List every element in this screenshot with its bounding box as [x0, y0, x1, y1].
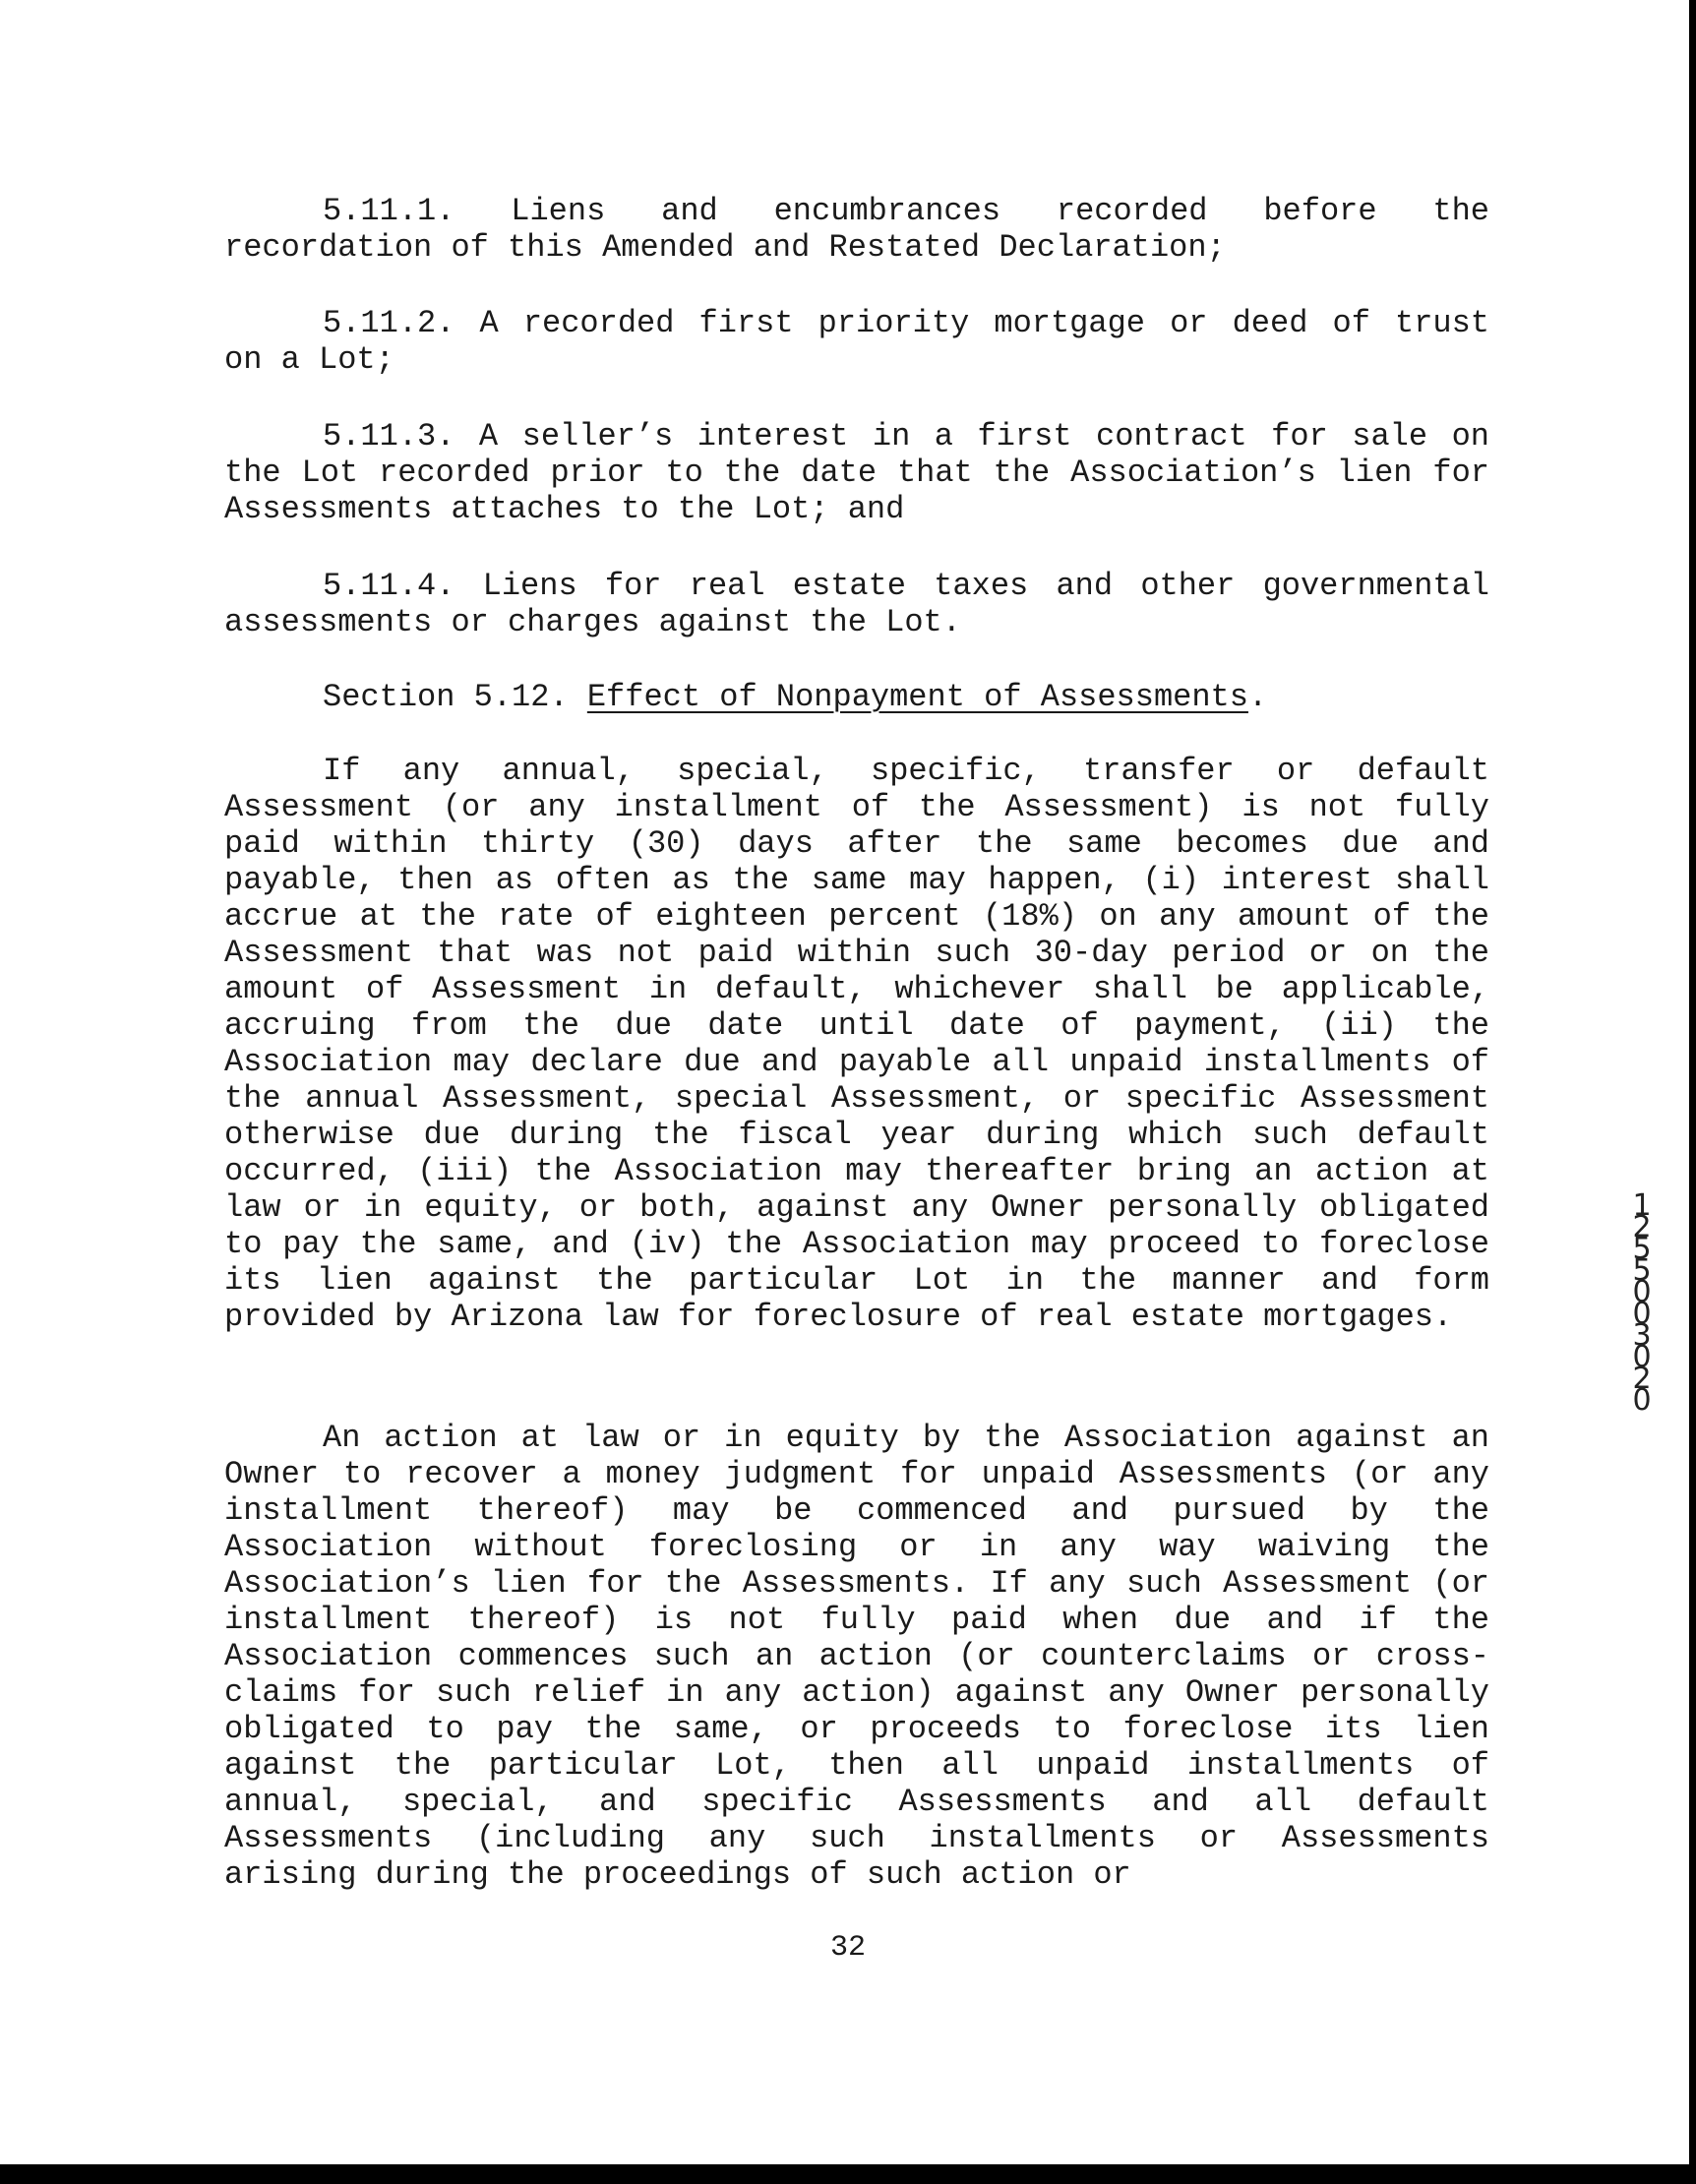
scan-edge-right: [1689, 0, 1696, 2184]
paragraph-5-11-2: [224, 305, 1489, 378]
body-paragraph-action-at-law: [224, 1420, 1489, 1893]
paragraph-5-11-1: [224, 193, 1489, 266]
paragraph-text: 5.11.2. A recorded first priority mortgage or deed of trust on a Lot;: [224, 305, 1489, 378]
section-heading-period: .: [1247, 679, 1268, 715]
section-title: Effect of Nonpayment of Assessments: [586, 679, 1248, 715]
paragraph-text: If any annual, special, specific, transfer or default Assessment (or any installment of the Assessment) is not fully paid within thirty (30) days after the same becomes due and payable, then as often as the same may happen, (i) interest shall accrue at the rate of eighteen percent (18%) on any amount of the Assessment that was not paid within such 30-day period or on the amount of Assessment in default, whichever shall be applicable, accruing from the due date until date of payment, (ii) the Association may declare due and payable all unpaid installments of the annual Assessment, special Assessment, or specific Assessment otherwise due during the fiscal year during which such default occurred, (iii) the Association may thereafter bring an action at law or in equity, or both, against any Owner personally obligated to pay the same, and (iv) the Association may proceed to foreclose its lien against the particular Lot in the manner and form provided by Arizona law for foreclosure of real estate mortgages.: [224, 753, 1489, 1335]
scan-edge-bottom: [0, 2164, 1696, 2184]
paragraph-text: An action at law or in equity by the Association against an Owner to recover a money judgment for unpaid Assessments (or any installment thereof) may be commenced and pursued by the Association without foreclosing or in any way waiving the Association’s lien for the Assessments. If any such Assessment (or installment thereof) is not fully paid when due and if the Association commences such an action (or counterclaims or cross-claims for such relief in any action) against any Owner personally obligated to pay the same, or proceeds to foreclose its lien against the particular Lot, then all unpaid installments of annual, special, and specific Assessments and all default Assessments (including any such installments or Assessments arising during the proceedings of such action or: [224, 1420, 1489, 1893]
paragraph-text: 5.11.1. Liens and encumbrances recorded before the recordation of this Amended and Restated Declaration;: [224, 193, 1489, 266]
paragraph-5-11-4: [224, 568, 1489, 640]
paragraph-text: 5.11.4. Liens for real estate taxes and other governmental assessments or charges against the Lot.: [224, 568, 1489, 640]
body-paragraph-nonpayment: [224, 753, 1489, 1335]
page-number: 32: [829, 1931, 866, 1965]
section-heading: [323, 679, 1267, 715]
paragraph-5-11-3: [224, 418, 1489, 527]
section-number: Section 5.12.: [323, 679, 569, 715]
paragraph-text: 5.11.3. A seller’s interest in a first contract for sale on the Lot recorded prior to the date that the Association’s lien for Assessments attaches to the Lot; and: [224, 418, 1489, 527]
recording-stamp: 12550 03020: [1632, 1188, 1652, 1418]
